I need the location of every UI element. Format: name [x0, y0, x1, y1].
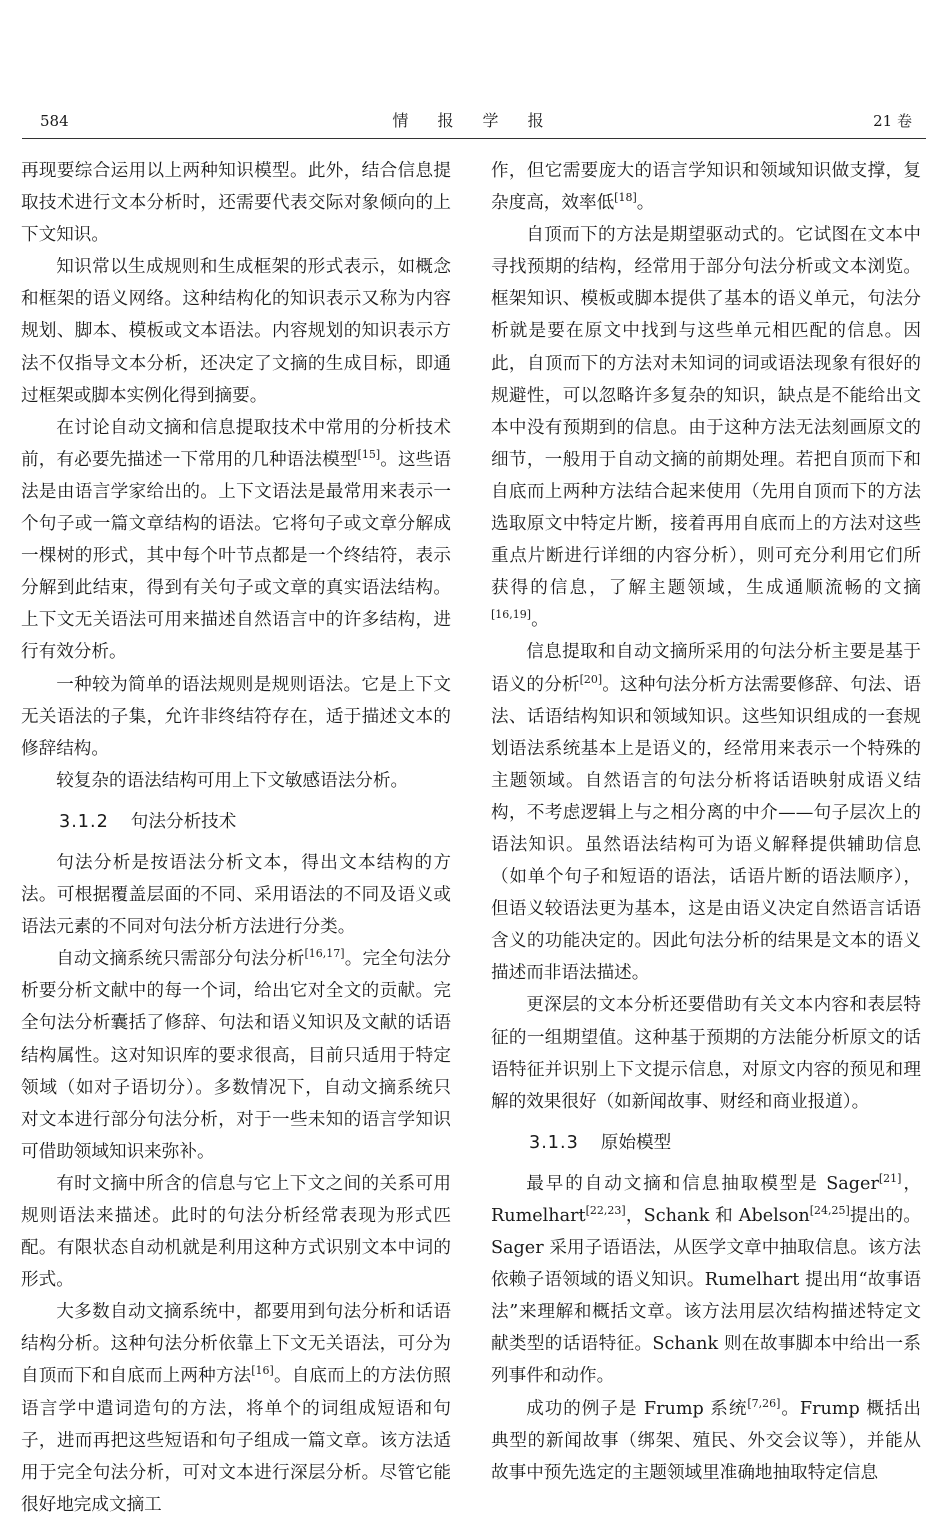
paragraph: [21, 847, 451, 943]
paragraph-text: 自顶而下的方法是期望驱动式的。它试图在文本中寻找预期的结构，经常用于部分句法分析或文本浏览。框架知识、模板或脚本提供了基本的语义单元，句法分析就是要在原文中找到与这些单元相匹配的信息。因此，自顶而下的方法对未知词的词或语法现象有很好的规避性，可以忽略许多复杂的知识，缺点是不能给出文本中没有预期到的信息。由于这种方法无法刻画原文的细节，一般用于自动文摘的前期处理。若把自顶而下和自底而上两种方法结合起来使用（先用自顶而下的方法选取原文中特定片断，接着再用自底而上的方法对这些重点片断进行详细的内容分析），则可充分利用它们所获得的信息，了解主题领域，生成通顺流畅的文摘: [491, 225, 921, 599]
journal-title: 情 报 学 报: [392, 111, 556, 130]
paragraph: [491, 636, 921, 989]
paragraph: [21, 251, 451, 411]
paragraph-text: 信息提取和自动文摘所采用的句法分析主要是基于语义的分析: [491, 642, 921, 695]
citation-ref: [18]: [614, 191, 637, 205]
paragraph-text: 作，但它需要庞大的语言学知识和领域知识做支撑，复杂度高，效率低: [491, 161, 921, 214]
paragraph-text: 自动文摘系统只需部分句法分析: [56, 949, 305, 970]
page-number: 584: [40, 112, 69, 130]
paragraph-text: 。自底而上的方法仿照语言学中遣词造句的方法，将单个的词组成短语和句子，进而再把这些短语和句子组成一篇文章。该方法适用于完全句法分析，可对文本进行深层分析。尽管它能很好地完成文摘工: [21, 1366, 451, 1515]
paragraph-text: ，Rumelhart: [491, 1173, 921, 1226]
paragraph: [21, 155, 451, 251]
paragraph-text: 。: [531, 610, 549, 631]
paragraph-text: 在讨论自动文摘和信息提取技术中常用的分析技术前，有必要先描述一下常用的几种语法模型: [21, 417, 451, 470]
paragraph-text: 提出的。Sager 采用子语语法，从医学文章中抽取信息。该方法依赖子语领域的语义知识。Rumelhart 提出用“故事语法”来理解和概括文章。该方法用层次结构描述特定文献类型的话语特征。Schank 则在故事脚本中给出一系列事件和动作。: [491, 1206, 921, 1387]
paragraph: [21, 669, 451, 765]
paragraph-text: 最早的自动文摘和信息抽取模型是 Sager: [526, 1173, 879, 1194]
section-number: 3.1.3: [529, 1132, 579, 1153]
paragraph: [491, 155, 921, 219]
section-heading: [491, 1127, 921, 1159]
citation-ref: [16,19]: [491, 608, 532, 622]
citation-ref: [22,23]: [585, 1204, 626, 1218]
header-rule: [22, 138, 926, 139]
citation-ref: [21]: [878, 1172, 902, 1186]
right-column: [491, 155, 921, 1489]
paragraph: [491, 1393, 921, 1489]
paragraph-text: 句法分析是按语法分析文本，得出文本结构的方法。可根据覆盖层面的不同、采用语法的不同及语义或语法元素的不同对句法分析方法进行分类。: [21, 852, 451, 938]
citation-ref: [20]: [579, 672, 603, 686]
citation-ref: [24,25]: [809, 1204, 850, 1218]
paragraph-text: 更深层的文本分析还要借助有关文本内容和表层特征的一组期望值。这种基于预期的方法能分析原文的话语特征并识别上下文提示信息，对原文内容的预见和理解的效果很好（如新闻故事、财经和商业报道）。: [491, 995, 921, 1112]
paragraph: [491, 219, 921, 636]
section-title: 句法分析技术: [130, 811, 237, 832]
paragraph-text: 。这些语法是由语言学家给出的。上下文语法是最常用来表示一个句子或一篇文章结构的语法。它将句子或文章分解成一棵树的形式，其中每个叶节点都是一个终结符，表示分解到此结束，得到有关句子或文章的真实语法结构。上下文无关语法可用来描述自然语言中的许多结构，进行有效分析。: [21, 449, 451, 663]
left-column: [21, 155, 451, 1521]
citation-ref: [15]: [357, 447, 381, 461]
paragraph: [21, 943, 451, 1168]
paragraph-text: 。: [636, 193, 655, 214]
citation-ref: [7,26]: [747, 1396, 781, 1410]
paragraph-text: 。Frump 概括出典型的新闻故事（绑架、殖民、外交会议等），并能从故事中预先选定的主题领域里准确地抽取特定信息: [491, 1398, 921, 1483]
section-number: 3.1.2: [59, 811, 109, 832]
paragraph: [21, 412, 451, 669]
running-header: [22, 106, 926, 134]
paragraph-text: 。完全句法分析要分析文献中的每一个词，给出它对全文的贡献。完全句法分析囊括了修辞、句法和语义知识及文献的话语结构属性。这对知识库的要求很高，目前只适用于特定领域（如对子语切分）。多数情况下，自动文摘系统只对文本进行部分句法分析，对于一些未知的语言学知识可借助领域知识来弥补。: [21, 949, 451, 1162]
paragraph: [491, 1168, 921, 1393]
section-title: 原始模型: [600, 1132, 672, 1153]
paragraph-text: ，Schank 和 Abelson: [625, 1206, 810, 1226]
section-heading: [21, 806, 451, 838]
paragraph-text: 知识常以生成规则和生成框架的形式表示，如概念和框架的语义网络。这种结构化的知识表示又称为内容规划、脚本、模板或文本语法。内容规划的知识表示方法不仅指导文本分析，还决定了文摘的生成目标，即通过框架或脚本实例化得到摘要。: [21, 257, 451, 406]
citation-ref: [16]: [251, 1364, 274, 1378]
volume-label: 21 卷: [873, 112, 912, 130]
paragraph: [21, 765, 451, 797]
paragraph-text: 一种较为简单的语法规则是规则语法。它是上下文无关语法的子集，允许非终结符存在，适于描述文本的修辞结构。: [21, 674, 451, 759]
paragraph-text: 有时文摘中所含的信息与它上下文之间的关系可用规则语法来描述。此时的句法分析经常表现为形式匹配。有限状态自动机就是利用这种方式识别文本中词的形式。: [21, 1173, 451, 1291]
paragraph-text: 大多数自动文摘系统中，都要用到句法分析和话语结构分析。这种句法分析依靠上下文无关语法，可分为自顶而下和自底而上两种方法: [21, 1302, 451, 1387]
paragraph: [491, 989, 921, 1117]
paragraph-text: 。这种句法分析方法需要修辞、句法、语法、话语结构知识和领域知识。这些知识组成的一套规划语法系统基本上是语义的，经常用来表示一个特殊的主题领域。自然语言的句法分析将话语映射成语义结构，不考虑逻辑上与之相分离的中介——句子层次上的语法知识。虽然语法结构可为语义解释提供辅助信息（如单个句子和短语的语法，话语片断的语法顺序），但语义较语法更为基本，这是由语义决定自然语言话语含义的功能决定的。因此句法分析的结果是文本的语义描述而非语法描述。: [491, 674, 921, 984]
paragraph: [21, 1296, 451, 1521]
paragraph-text: 成功的例子是 Frump 系统: [526, 1398, 748, 1419]
paragraph-text: 再现要综合运用以上两种知识模型。此外，结合信息提取技术进行文本分析时，还需要代表交际对象倾向的上下文知识。: [21, 161, 451, 246]
paragraph-text: 较复杂的语法结构可用上下文敏感语法分析。: [56, 770, 409, 791]
citation-ref: [16,17]: [304, 947, 345, 961]
paragraph: [21, 1168, 451, 1296]
